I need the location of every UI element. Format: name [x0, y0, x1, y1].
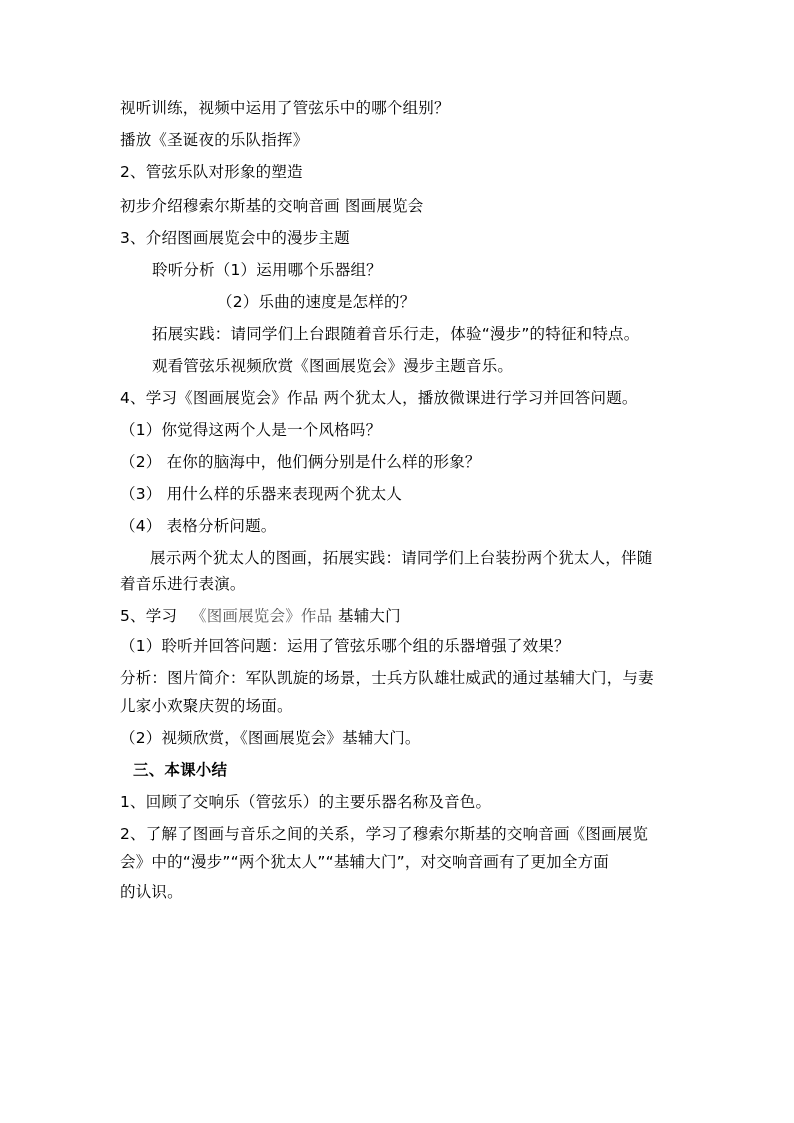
text-line: 5、学习	[120, 607, 178, 625]
text-line: 展示两个犹太人的图画，拓展实践：请同学们上台装扮两个犹太人，伴随	[150, 549, 653, 567]
text-line: 会》中的“漫步”“两个犹太人”“基辅大门”，对交响音画有了更加全方面	[120, 853, 609, 871]
text-line: 初步介绍穆索尔斯基的交响音画 图画展览会	[120, 197, 424, 215]
text-line: 拓展实践：请同学们上台跟随着音乐行走，体验“漫步”的特征和特点。	[152, 325, 640, 343]
text-line: 分析：图片简介：军队凯旋的场景，士兵方队雄壮威武的通过基辅大门，与妻	[120, 669, 654, 687]
text-line: 视听训练，视频中运用了管弦乐中的哪个组别？	[120, 99, 450, 117]
text-line: （3） 用什么样的乐器来表现两个犹太人	[120, 485, 403, 503]
text-line-gray: 《图画展览会》作品	[191, 607, 333, 625]
text-line: （1）你觉得这两个人是一个风格吗？	[120, 421, 382, 439]
text-line: 聆听分析（1）运用哪个乐器组？	[152, 261, 382, 279]
text-line: 的认识。	[120, 883, 183, 901]
text-line: 基辅大门	[338, 607, 401, 625]
text-line: （2） 在你的脑海中，他们俩分别是什么样的形象？	[120, 453, 481, 471]
section-heading: 三、本课小结	[133, 761, 228, 779]
text-line: 播放《圣诞夜的乐队指挥》	[120, 131, 309, 149]
text-line: （1）聆听并回答问题：运用了管弦乐哪个组的乐器增强了效果？	[120, 637, 570, 655]
text-line: 2、了解了图画与音乐之间的关系，学习了穆索尔斯基的交响音画《图画展览	[120, 825, 649, 843]
text-line: 着音乐进行表演。	[120, 575, 246, 593]
text-line: 儿家小欢聚庆贺的场面。	[120, 697, 293, 715]
text-line: （2）乐曲的速度是怎样的？	[217, 293, 416, 311]
text-line: 4、学习《图画展览会》作品 两个犹太人，播放微课进行学习并回答问题。	[120, 389, 638, 407]
text-line: 3、介绍图画展览会中的漫步主题	[120, 229, 350, 247]
text-line: 观看管弦乐视频欣赏《图画展览会》漫步主题音乐。	[152, 357, 514, 375]
text-line: （2）视频欣赏，《图画展览会》基辅大门。	[120, 729, 421, 747]
text-line: 1、回顾了交响乐（管弦乐）的主要乐器名称及音色。	[120, 793, 492, 811]
text-line: 2、管弦乐队对形象的塑造	[120, 163, 303, 181]
text-line: （4） 表格分析问题。	[120, 517, 277, 535]
